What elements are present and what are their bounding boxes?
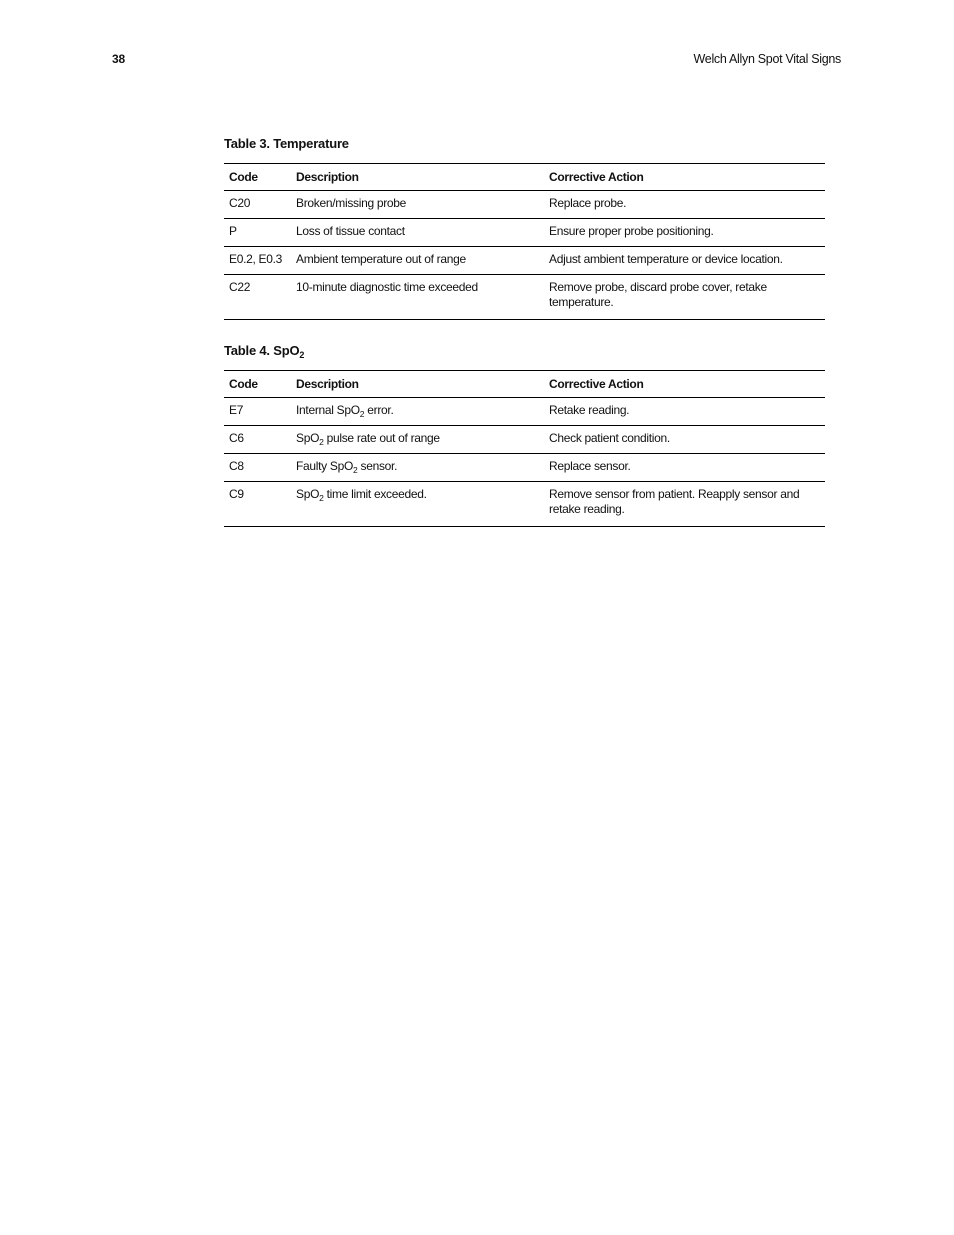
column-header-corrective-action: Corrective Action: [549, 170, 644, 184]
action-cell: Ensure proper probe positioning.: [549, 224, 714, 238]
action-cell: Retake reading.: [549, 403, 630, 417]
temperature-table-block: [224, 135, 825, 320]
code-cell: E0.2, E0.3: [229, 252, 283, 266]
spo2-table-block: [224, 342, 825, 527]
table-row: [224, 454, 825, 482]
column-header-corrective-action: Corrective Action: [549, 377, 644, 391]
spo2-table: [224, 370, 825, 527]
action-cell: Replace probe.: [549, 196, 627, 210]
code-cell: C9: [229, 487, 244, 501]
table-4-caption-text: Table 4. SpO: [224, 343, 300, 358]
column-header-description: Description: [296, 170, 359, 184]
column-header-description: Description: [296, 377, 359, 391]
table-header-row: [224, 371, 825, 398]
description-cell: Faulty SpO$_2$ sensor.: [296, 459, 398, 475]
code-cell: P: [229, 224, 237, 238]
action-cell: Remove probe, discard probe cover, retake temperature.: [549, 280, 767, 309]
description-cell: Loss of tissue contact: [296, 224, 405, 238]
description-cell: Broken/missing probe: [296, 196, 407, 210]
action-cell: Replace sensor.: [549, 459, 631, 473]
table-header-row: [224, 164, 825, 191]
table-3-caption: Table 3. Temperature: [224, 136, 349, 151]
code-cell: C6: [229, 431, 244, 445]
table-row: [224, 219, 825, 247]
table-row: [224, 426, 825, 454]
temperature-table: [224, 163, 825, 320]
description-cell: SpO$_2$ pulse rate out of range: [296, 431, 440, 447]
description-cell: Ambient temperature out of range: [296, 252, 466, 266]
code-cell: C8: [229, 459, 244, 473]
column-header-code: Code: [229, 170, 258, 184]
page-number: 38: [112, 52, 125, 66]
code-cell: E7: [229, 403, 244, 417]
table-4-caption: [224, 342, 825, 370]
table-row: [224, 191, 825, 219]
code-cell: C20: [229, 196, 251, 210]
code-cell: C22: [229, 280, 251, 294]
action-cell: Remove sensor from patient. Reapply sensor and retake reading.: [549, 487, 800, 516]
description-cell: SpO$_2$ time limit exceeded.: [296, 487, 427, 503]
table-4-caption-subscript: 2: [299, 350, 305, 360]
table-row: [224, 275, 825, 320]
running-header-title: Welch Allyn Spot Vital Signs: [693, 52, 841, 66]
action-cell: Adjust ambient temperature or device location.: [549, 252, 783, 266]
table-row: [224, 247, 825, 275]
table-row: [224, 482, 825, 527]
table-row: [224, 398, 825, 426]
action-cell: Check patient condition.: [549, 431, 670, 445]
column-header-code: Code: [229, 377, 258, 391]
description-cell: 10-minute diagnostic time exceeded: [296, 280, 478, 294]
description-cell: Internal SpO$_2$ error.: [296, 403, 394, 419]
